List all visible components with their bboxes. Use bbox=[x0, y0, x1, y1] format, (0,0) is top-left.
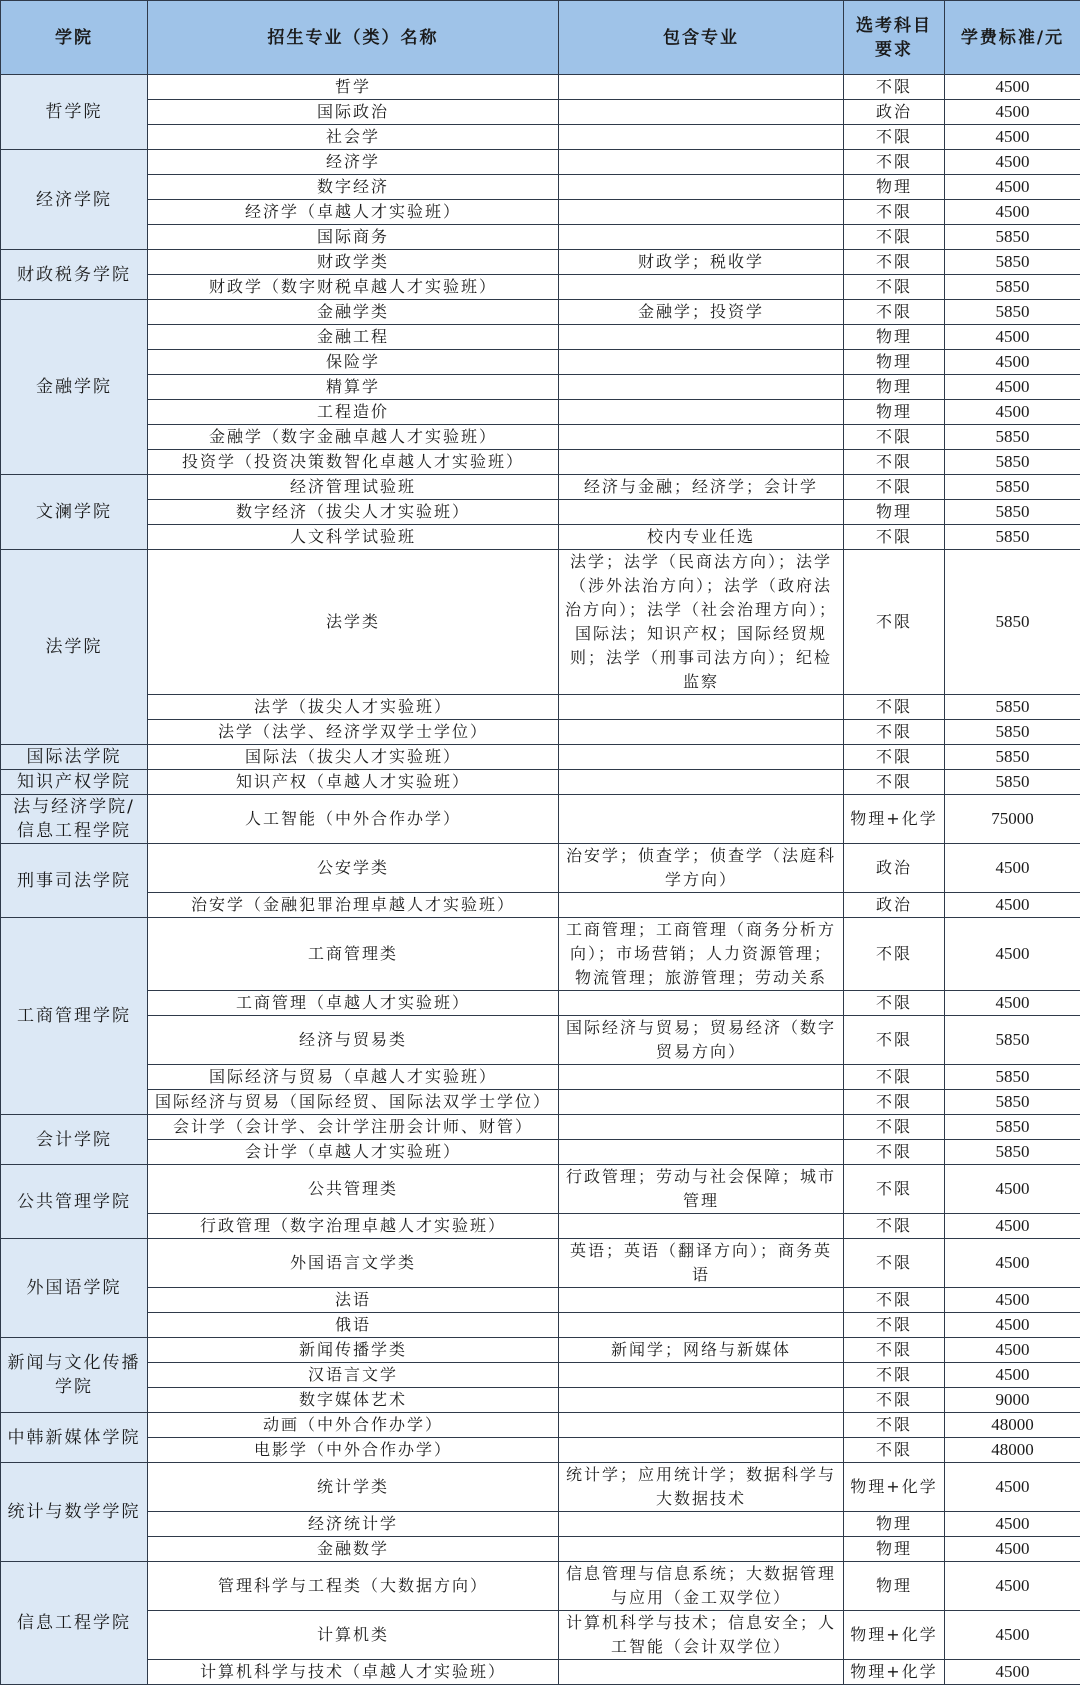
includes-cell: 治安学；侦查学；侦查学（法庭科学方向） bbox=[559, 844, 844, 893]
table-row bbox=[1, 1463, 1080, 1488]
includes-cell: 计算机科学与技术；信息安全；人工智能（会计双学位） bbox=[559, 1611, 844, 1660]
major-cell: 经济学 bbox=[148, 150, 559, 175]
subject-cell: 物理 bbox=[844, 500, 945, 525]
includes-cell bbox=[559, 1660, 844, 1685]
major-cell: 公安学类 bbox=[148, 844, 559, 893]
major-cell: 计算机类 bbox=[148, 1611, 559, 1660]
subject-cell: 不限 bbox=[844, 450, 945, 475]
includes-cell bbox=[559, 1438, 844, 1463]
table-row bbox=[1, 525, 1080, 550]
table-row bbox=[1, 1214, 1080, 1239]
major-cell: 电影学（中外合作办学） bbox=[148, 1438, 559, 1463]
subject-cell: 不限 bbox=[844, 425, 945, 450]
table-row bbox=[1, 425, 1080, 450]
major-cell: 财政学（数字财税卓越人才实验班） bbox=[148, 275, 559, 300]
includes-cell bbox=[559, 1537, 844, 1562]
table-row bbox=[1, 1413, 1080, 1438]
subject-cell: 不限 bbox=[844, 1288, 945, 1313]
includes-cell bbox=[559, 450, 844, 475]
college-cell: 刑事司法学院 bbox=[1, 844, 148, 918]
includes-cell bbox=[559, 720, 844, 745]
includes-cell bbox=[559, 695, 844, 720]
table-row bbox=[1, 1313, 1080, 1338]
major-cell: 公共管理类 bbox=[148, 1165, 559, 1214]
includes-cell bbox=[559, 1065, 844, 1090]
major-cell: 国际政治 bbox=[148, 100, 559, 125]
table-row bbox=[1, 770, 1080, 795]
table-row bbox=[1, 175, 1080, 200]
subject-cell: 不限 bbox=[844, 1065, 945, 1090]
subject-cell: 物理 bbox=[844, 1512, 945, 1537]
major-cell: 数字经济 bbox=[148, 175, 559, 200]
major-cell: 投资学（投资决策数智化卓越人才实验班） bbox=[148, 450, 559, 475]
fee-cell: 4500 bbox=[945, 991, 1080, 1016]
includes-cell bbox=[559, 400, 844, 425]
major-cell: 经济管理试验班 bbox=[148, 475, 559, 500]
table-row bbox=[1, 550, 1080, 579]
major-cell: 金融学（数字金融卓越人才实验班） bbox=[148, 425, 559, 450]
major-cell: 工商管理类 bbox=[148, 918, 559, 991]
major-cell: 数字经济（拔尖人才实验班） bbox=[148, 500, 559, 525]
subject-cell: 不限 bbox=[844, 275, 945, 300]
subject-cell: 不限 bbox=[844, 745, 945, 770]
fee-cell: 5850 bbox=[945, 1115, 1080, 1140]
table-row bbox=[1, 375, 1080, 400]
fee-cell: 4500 bbox=[945, 1660, 1080, 1685]
fee-cell: 4500 bbox=[945, 1512, 1080, 1537]
header-college: 学院 bbox=[1, 1, 148, 75]
subject-cell: 不限 bbox=[844, 475, 945, 500]
includes-cell bbox=[559, 100, 844, 125]
includes-cell bbox=[559, 350, 844, 375]
table-row bbox=[1, 1140, 1080, 1165]
subject-cell: 不限 bbox=[844, 125, 945, 150]
fee-cell: 5850 bbox=[945, 475, 1080, 500]
includes-cell bbox=[559, 1413, 844, 1438]
major-cell: 法学（法学、经济学双学士学位） bbox=[148, 720, 559, 745]
major-cell: 治安学（金融犯罪治理卓越人才实验班） bbox=[148, 893, 559, 918]
table-row bbox=[1, 1090, 1080, 1115]
subject-cell: 不限 bbox=[844, 1214, 945, 1239]
includes-cell bbox=[559, 1115, 844, 1140]
includes-cell bbox=[559, 1388, 844, 1413]
fee-cell: 5850 bbox=[945, 695, 1080, 720]
subject-cell: 不限 bbox=[844, 1165, 945, 1214]
table-row bbox=[1, 1363, 1080, 1388]
college-cell: 财政税务学院 bbox=[1, 250, 148, 300]
includes-cell bbox=[559, 770, 844, 795]
college-cell: 外国语学院 bbox=[1, 1239, 148, 1338]
college-cell: 金融学院 bbox=[1, 300, 148, 475]
includes-cell bbox=[559, 125, 844, 150]
college-cell: 国际法学院 bbox=[1, 745, 148, 770]
includes-cell bbox=[559, 325, 844, 350]
major-cell: 计算机科学与技术（卓越人才实验班） bbox=[148, 1660, 559, 1685]
fee-cell: 4500 bbox=[945, 1562, 1080, 1611]
major-cell: 新闻传播学类 bbox=[148, 1338, 559, 1363]
includes-cell bbox=[559, 375, 844, 400]
major-cell: 国际商务 bbox=[148, 225, 559, 250]
college-cell: 工商管理学院 bbox=[1, 918, 148, 1115]
table-row bbox=[1, 720, 1080, 745]
fee-cell: 48000 bbox=[945, 1413, 1080, 1438]
major-cell: 精算学 bbox=[148, 375, 559, 400]
subject-cell: 不限 bbox=[844, 1438, 945, 1463]
subject-cell: 不限 bbox=[844, 150, 945, 175]
table-row bbox=[1, 125, 1080, 150]
subject-cell: 不限 bbox=[844, 1090, 945, 1115]
major-cell: 财政学类 bbox=[148, 250, 559, 275]
fee-cell: 5850 bbox=[945, 275, 1080, 300]
subject-cell: 政治 bbox=[844, 100, 945, 125]
fee-cell: 4500 bbox=[945, 918, 1080, 991]
subject-cell: 政治 bbox=[844, 844, 945, 893]
subject-cell: 不限 bbox=[844, 991, 945, 1016]
subject-cell: 不限 bbox=[844, 695, 945, 720]
includes-cell bbox=[559, 1288, 844, 1313]
subject-cell: 政治 bbox=[844, 893, 945, 918]
subject-cell: 不限 bbox=[844, 225, 945, 250]
table-row bbox=[1, 350, 1080, 375]
includes-cell bbox=[559, 75, 844, 100]
fee-cell: 5850 bbox=[945, 425, 1080, 450]
fee-cell: 4500 bbox=[945, 1165, 1080, 1214]
fee-cell: 5850 bbox=[945, 720, 1080, 745]
table-row bbox=[1, 745, 1080, 770]
major-cell: 汉语言文学 bbox=[148, 1363, 559, 1388]
college-cell: 信息工程学院 bbox=[1, 1562, 148, 1685]
includes-cell bbox=[559, 1214, 844, 1239]
college-cell: 法学院 bbox=[1, 550, 148, 745]
major-cell: 社会学 bbox=[148, 125, 559, 150]
fee-cell: 4500 bbox=[945, 1463, 1080, 1512]
subject-cell: 不限 bbox=[844, 1140, 945, 1165]
table-row bbox=[1, 991, 1080, 1016]
table-row bbox=[1, 300, 1080, 325]
college-cell: 会计学院 bbox=[1, 1115, 148, 1165]
subject-cell: 物理+化学 bbox=[844, 1463, 945, 1512]
major-cell: 国际经济与贸易（卓越人才实验班） bbox=[148, 1065, 559, 1090]
fee-cell: 4500 bbox=[945, 325, 1080, 350]
major-cell: 经济学（卓越人才实验班） bbox=[148, 200, 559, 225]
fee-cell: 4500 bbox=[945, 1313, 1080, 1338]
subject-cell: 物理 bbox=[844, 1537, 945, 1562]
major-cell: 管理科学与工程类（大数据方向） bbox=[148, 1562, 559, 1611]
fee-cell: 4500 bbox=[945, 1214, 1080, 1239]
table-row bbox=[1, 1338, 1080, 1363]
table-row bbox=[1, 1115, 1080, 1140]
subject-cell: 物理 bbox=[844, 375, 945, 400]
subject-cell: 不限 bbox=[844, 1313, 945, 1338]
subject-cell: 物理 bbox=[844, 325, 945, 350]
table-row bbox=[1, 275, 1080, 300]
fee-cell: 5850 bbox=[945, 1140, 1080, 1165]
includes-cell bbox=[559, 991, 844, 1016]
fee-cell: 5850 bbox=[945, 550, 1080, 695]
major-cell: 保险学 bbox=[148, 350, 559, 375]
includes-cell bbox=[559, 1090, 844, 1115]
includes-cell bbox=[559, 1363, 844, 1388]
major-cell: 经济与贸易类 bbox=[148, 1016, 559, 1065]
subject-cell: 不限 bbox=[844, 720, 945, 745]
subject-cell: 不限 bbox=[844, 300, 945, 325]
includes-cell bbox=[559, 795, 844, 844]
includes-cell: 英语；英语（翻译方向）；商务英语 bbox=[559, 1239, 844, 1288]
fee-cell: 5850 bbox=[945, 250, 1080, 275]
fee-cell: 5850 bbox=[945, 450, 1080, 475]
header-row bbox=[1, 1, 1080, 75]
subject-cell: 不限 bbox=[844, 200, 945, 225]
subject-cell: 不限 bbox=[844, 1363, 945, 1388]
fee-cell: 4500 bbox=[945, 844, 1080, 893]
includes-cell bbox=[559, 225, 844, 250]
major-cell: 俄语 bbox=[148, 1313, 559, 1338]
includes-cell bbox=[559, 150, 844, 175]
table-row bbox=[1, 1512, 1080, 1537]
subject-cell: 物理+化学 bbox=[844, 1660, 945, 1685]
subject-cell: 不限 bbox=[844, 770, 945, 795]
table-row bbox=[1, 1165, 1080, 1190]
fee-cell: 5850 bbox=[945, 500, 1080, 525]
table-row bbox=[1, 844, 1080, 869]
table-row bbox=[1, 1016, 1080, 1041]
fee-cell: 48000 bbox=[945, 1438, 1080, 1463]
fee-cell: 4500 bbox=[945, 400, 1080, 425]
table-row bbox=[1, 200, 1080, 225]
college-cell: 经济学院 bbox=[1, 150, 148, 250]
table-row bbox=[1, 1065, 1080, 1090]
college-cell: 知识产权学院 bbox=[1, 770, 148, 795]
major-cell: 国际法（拔尖人才实验班） bbox=[148, 745, 559, 770]
subject-cell: 不限 bbox=[844, 1115, 945, 1140]
table-row bbox=[1, 225, 1080, 250]
fee-cell: 4500 bbox=[945, 350, 1080, 375]
table-row bbox=[1, 1660, 1080, 1685]
college-cell: 中韩新媒体学院 bbox=[1, 1413, 148, 1463]
table-body bbox=[1, 75, 1080, 1685]
major-cell: 行政管理（数字治理卓越人才实验班） bbox=[148, 1214, 559, 1239]
subject-cell: 不限 bbox=[844, 550, 945, 695]
major-cell: 经济统计学 bbox=[148, 1512, 559, 1537]
major-cell: 金融数学 bbox=[148, 1537, 559, 1562]
fee-cell: 4500 bbox=[945, 893, 1080, 918]
college-cell: 统计与数学学院 bbox=[1, 1463, 148, 1562]
includes-cell bbox=[559, 175, 844, 200]
fee-cell: 4500 bbox=[945, 75, 1080, 100]
fee-cell: 4500 bbox=[945, 1611, 1080, 1660]
includes-cell: 信息管理与信息系统；大数据管理与应用（金工双学位） bbox=[559, 1562, 844, 1611]
fee-cell: 5850 bbox=[945, 225, 1080, 250]
table-row bbox=[1, 1562, 1080, 1587]
major-cell: 法学类 bbox=[148, 550, 559, 695]
fee-cell: 75000 bbox=[945, 795, 1080, 844]
table-row bbox=[1, 100, 1080, 125]
table-row bbox=[1, 1438, 1080, 1463]
table-row bbox=[1, 1388, 1080, 1413]
table-row bbox=[1, 150, 1080, 175]
table-row bbox=[1, 250, 1080, 275]
includes-cell: 校内专业任选 bbox=[559, 525, 844, 550]
major-cell: 人文科学试验班 bbox=[148, 525, 559, 550]
fee-cell: 4500 bbox=[945, 1288, 1080, 1313]
includes-cell bbox=[559, 500, 844, 525]
major-cell: 数字媒体艺术 bbox=[148, 1388, 559, 1413]
fee-cell: 4500 bbox=[945, 1239, 1080, 1288]
major-cell: 会计学（卓越人才实验班） bbox=[148, 1140, 559, 1165]
fee-cell: 4500 bbox=[945, 125, 1080, 150]
includes-cell bbox=[559, 1512, 844, 1537]
major-cell: 动画（中外合作办学） bbox=[148, 1413, 559, 1438]
includes-cell bbox=[559, 275, 844, 300]
header-subject: 选考科目要求 bbox=[844, 1, 945, 75]
table-row bbox=[1, 400, 1080, 425]
fee-cell: 5850 bbox=[945, 1065, 1080, 1090]
table-row bbox=[1, 325, 1080, 350]
table-row bbox=[1, 450, 1080, 475]
table-row bbox=[1, 918, 1080, 942]
subject-cell: 物理+化学 bbox=[844, 795, 945, 844]
major-cell: 知识产权（卓越人才实验班） bbox=[148, 770, 559, 795]
table-row bbox=[1, 475, 1080, 500]
header-includes: 包含专业 bbox=[559, 1, 844, 75]
table-row bbox=[1, 1288, 1080, 1313]
fee-cell: 4500 bbox=[945, 1338, 1080, 1363]
fee-cell: 5850 bbox=[945, 745, 1080, 770]
header-major: 招生专业（类）名称 bbox=[148, 1, 559, 75]
subject-cell: 物理 bbox=[844, 350, 945, 375]
major-cell: 金融学类 bbox=[148, 300, 559, 325]
fee-cell: 4500 bbox=[945, 175, 1080, 200]
includes-cell: 新闻学；网络与新媒体 bbox=[559, 1338, 844, 1363]
includes-cell: 工商管理；工商管理（商务分析方向）；市场营销；人力资源管理；物流管理；旅游管理；劳动关系 bbox=[559, 918, 844, 991]
fee-cell: 4500 bbox=[945, 1537, 1080, 1562]
subject-cell: 不限 bbox=[844, 1239, 945, 1288]
includes-cell bbox=[559, 1140, 844, 1165]
includes-cell: 经济与金融；经济学；会计学 bbox=[559, 475, 844, 500]
subject-cell: 物理 bbox=[844, 400, 945, 425]
includes-cell: 财政学；税收学 bbox=[559, 250, 844, 275]
college-cell: 法与经济学院/信息工程学院 bbox=[1, 795, 148, 844]
college-cell: 公共管理学院 bbox=[1, 1165, 148, 1239]
includes-cell bbox=[559, 745, 844, 770]
includes-cell: 金融学；投资学 bbox=[559, 300, 844, 325]
table-row bbox=[1, 893, 1080, 918]
includes-cell bbox=[559, 1313, 844, 1338]
table-row bbox=[1, 1239, 1080, 1288]
fee-cell: 5850 bbox=[945, 525, 1080, 550]
fee-cell: 5850 bbox=[945, 1016, 1080, 1065]
major-cell: 法语 bbox=[148, 1288, 559, 1313]
fee-cell: 9000 bbox=[945, 1388, 1080, 1413]
subject-cell: 不限 bbox=[844, 1338, 945, 1363]
major-cell: 人工智能（中外合作办学） bbox=[148, 795, 559, 844]
includes-cell: 行政管理；劳动与社会保障；城市管理 bbox=[559, 1165, 844, 1214]
includes-cell: 统计学；应用统计学；数据科学与大数据技术 bbox=[559, 1463, 844, 1512]
major-cell: 法学（拔尖人才实验班） bbox=[148, 695, 559, 720]
includes-cell bbox=[559, 893, 844, 918]
subject-cell: 物理 bbox=[844, 175, 945, 200]
includes-cell bbox=[559, 200, 844, 225]
includes-cell: 法学；法学（民商法方向）；法学（涉外法治方向）；法学（政府法治方向）；法学（社会治理方向）；国际法；知识产权；国际经贸规则；法学（刑事司法方向）；纪检监察 bbox=[559, 550, 844, 695]
includes-cell bbox=[559, 425, 844, 450]
subject-cell: 物理+化学 bbox=[844, 1611, 945, 1660]
table-row bbox=[1, 1537, 1080, 1562]
subject-cell: 不限 bbox=[844, 1016, 945, 1065]
college-cell: 文澜学院 bbox=[1, 475, 148, 550]
major-cell: 统计学类 bbox=[148, 1463, 559, 1512]
fee-cell: 4500 bbox=[945, 100, 1080, 125]
table-row bbox=[1, 1611, 1080, 1636]
college-cell: 哲学院 bbox=[1, 75, 148, 150]
table-row bbox=[1, 795, 1080, 820]
major-cell: 国际经济与贸易（国际经贸、国际法双学士学位） bbox=[148, 1090, 559, 1115]
major-cell: 哲学 bbox=[148, 75, 559, 100]
fee-cell: 4500 bbox=[945, 200, 1080, 225]
header-fee: 学费标准/元 bbox=[945, 1, 1080, 75]
major-cell: 外国语言文学类 bbox=[148, 1239, 559, 1288]
subject-cell: 不限 bbox=[844, 75, 945, 100]
college-cell: 新闻与文化传播学院 bbox=[1, 1338, 148, 1413]
subject-cell: 不限 bbox=[844, 525, 945, 550]
major-cell: 金融工程 bbox=[148, 325, 559, 350]
major-cell: 工程造价 bbox=[148, 400, 559, 425]
fee-cell: 5850 bbox=[945, 1090, 1080, 1115]
includes-cell: 国际经济与贸易；贸易经济（数字贸易方向） bbox=[559, 1016, 844, 1065]
subject-cell: 不限 bbox=[844, 1413, 945, 1438]
fee-cell: 5850 bbox=[945, 300, 1080, 325]
major-cell: 工商管理（卓越人才实验班） bbox=[148, 991, 559, 1016]
subject-cell: 不限 bbox=[844, 918, 945, 991]
major-cell: 会计学（会计学、会计学注册会计师、财管） bbox=[148, 1115, 559, 1140]
fee-cell: 4500 bbox=[945, 375, 1080, 400]
fee-cell: 4500 bbox=[945, 1363, 1080, 1388]
subject-cell: 不限 bbox=[844, 250, 945, 275]
fee-cell: 5850 bbox=[945, 770, 1080, 795]
subject-cell: 物理 bbox=[844, 1562, 945, 1611]
table-row bbox=[1, 75, 1080, 100]
table-row bbox=[1, 695, 1080, 720]
table-row bbox=[1, 500, 1080, 525]
fee-cell: 4500 bbox=[945, 150, 1080, 175]
subject-cell: 不限 bbox=[844, 1388, 945, 1413]
